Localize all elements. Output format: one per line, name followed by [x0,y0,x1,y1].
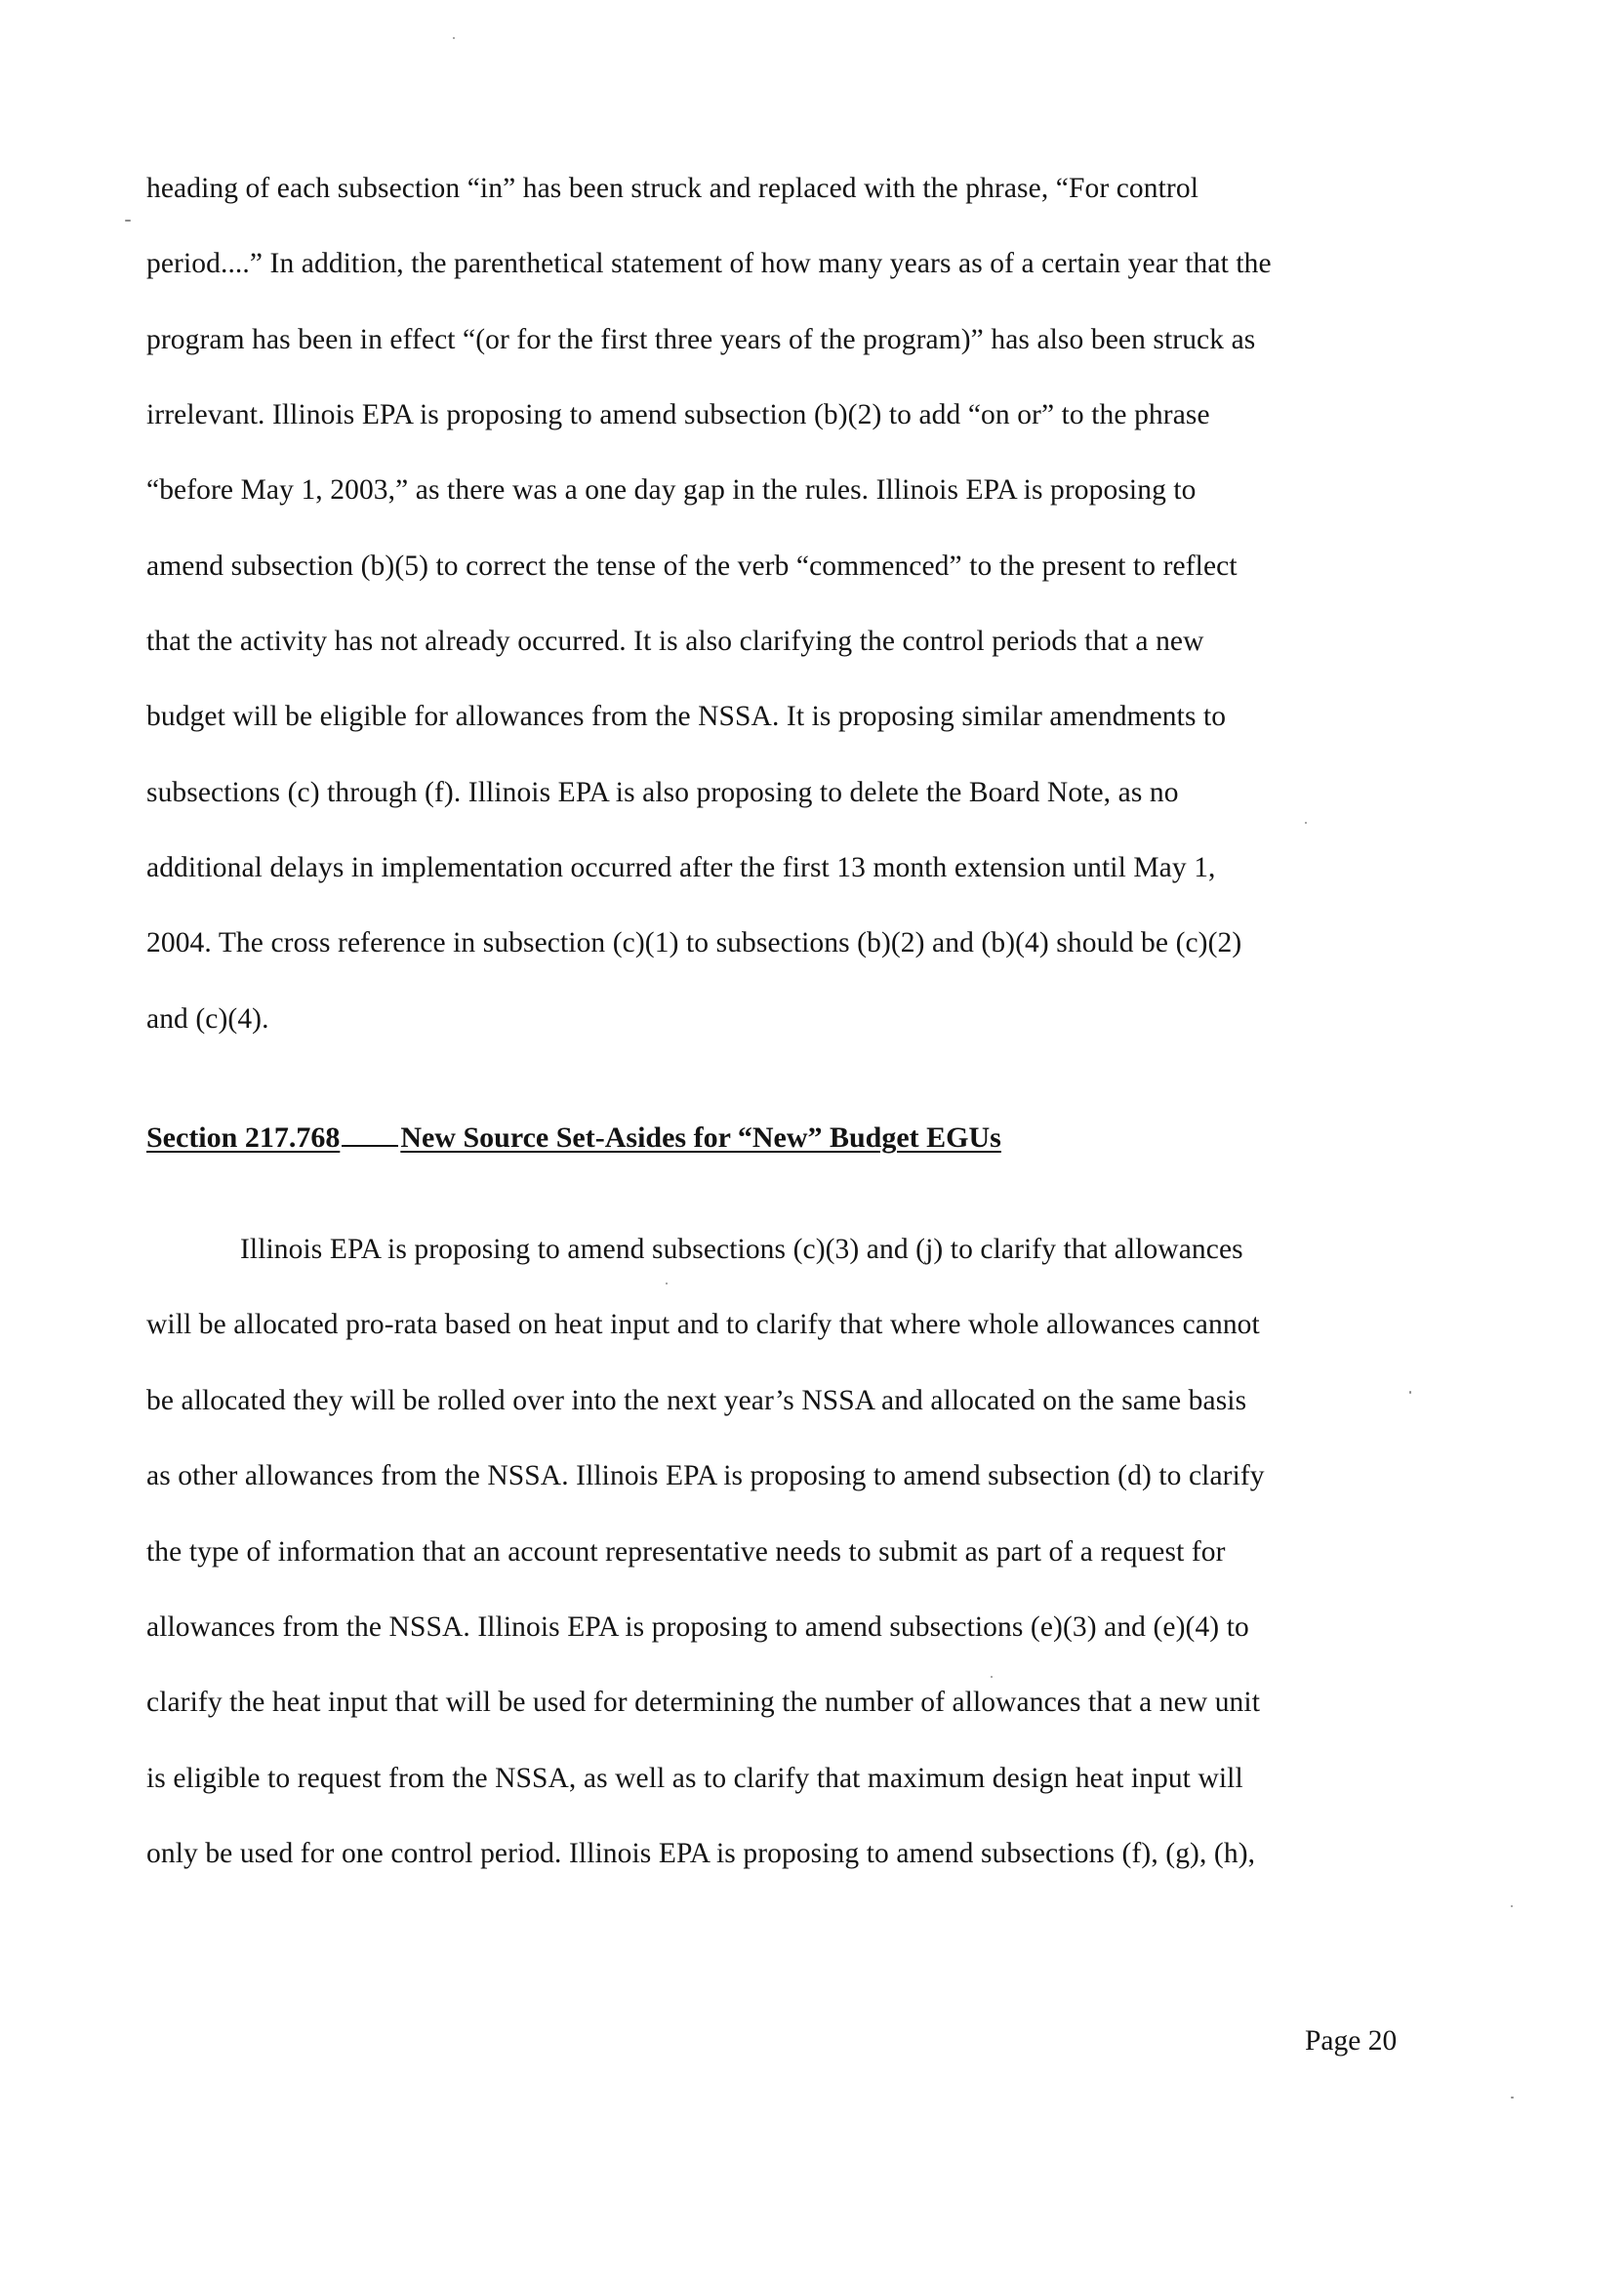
text-line: additional delays in implementation occurred after the first 13 month extension until May 1, [146,852,1216,883]
scan-speck [125,220,131,222]
text-line: only be used for one control period. Illinois EPA is proposing to amend subsections (f), (g), (h), [146,1838,1256,1869]
text-line: program has been in effect “(or for the first three years of the program)” has also been struck as [146,324,1256,355]
text-line: amend subsection (b)(5) to correct the tense of the verb “commenced” to the present to reflect [146,550,1238,582]
scan-speck [1305,822,1307,824]
text-line: budget will be eligible for allowances from the NSSA. It is proposing similar amendments to [146,701,1227,732]
text-line: as other allowances from the NSSA. Illinois EPA is proposing to amend subsection (d) to clarify [146,1460,1265,1491]
text-line: allowances from the NSSA. Illinois EPA is proposing to amend subsections (e)(3) and (e)(4) to [146,1611,1249,1643]
scan-speck [1511,1905,1513,1907]
text-line: 2004. The cross reference in subsection (c)(1) to subsections (b)(2) and (b)(4) should be (c)(2) [146,927,1242,958]
section-heading [146,1121,1001,1156]
text-line: heading of each subsection “in” has been struck and replaced with the phrase, “For control [146,173,1198,204]
text-line: will be allocated pro-rata based on heat input and to clarify that where whole allowances cannot [146,1309,1260,1340]
text-line: the type of information that an account representative needs to submit as part of a request for [146,1536,1226,1568]
heading-underline-gap [342,1123,398,1147]
text-line: and (c)(4). [146,1003,269,1035]
text-line: clarify the heat input that will be used for determining the number of allowances that a new unit [146,1687,1260,1718]
text-line: period....” In addition, the parenthetical statement of how many years as of a certain year that the [146,248,1272,279]
text-line: “before May 1, 2003,” as there was a one day gap in the rules. Illinois EPA is proposing to [146,474,1197,506]
page-number: Page 20 [1305,2025,1398,2057]
text-line: irrelevant. Illinois EPA is proposing to amend subsection (b)(2) to add “on or” to the phrase [146,399,1210,430]
text-line: is eligible to request from the NSSA, as well as to clarify that maximum design heat input will [146,1763,1243,1794]
section-title: New Source Set-Asides for “New” Budget EGUs [400,1121,1001,1154]
scan-speck [1511,2097,1514,2099]
scan-speck [453,37,455,39]
text-line: Illinois EPA is proposing to amend subsections (c)(3) and (j) to clarify that allowances [240,1234,1243,1265]
text-line: be allocated they will be rolled over into the next year’s NSSA and allocated on the same basis [146,1385,1247,1416]
scan-speck [666,1283,668,1284]
scan-speck [1409,1391,1411,1394]
text-line: that the activity has not already occurred. It is also clarifying the control periods that a new [146,626,1204,657]
scan-speck [991,1676,993,1678]
text-line: subsections (c) through (f). Illinois EPA is also proposing to delete the Board Note, as no [146,777,1179,808]
section-number: Section 217.768 [146,1121,341,1154]
